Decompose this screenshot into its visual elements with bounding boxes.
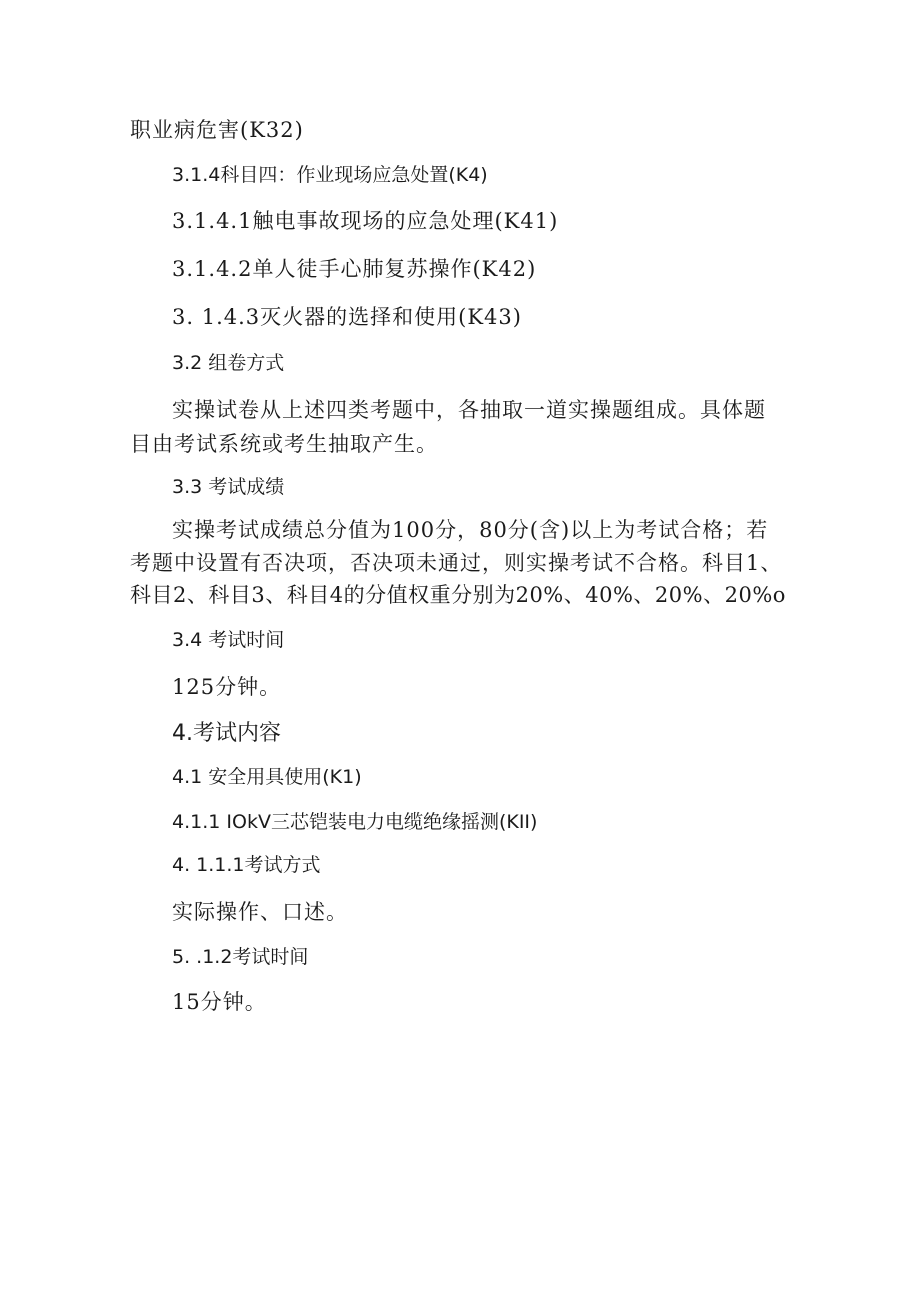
section-heading: 4.1 安全用具使用(K1) (172, 766, 362, 788)
section-heading: 3.1.4.1触电事故现场的应急处理(K41) (172, 209, 559, 233)
paragraph-line: 实操考试成绩总分值为100分，80分(含)以上为考试合格；若 (172, 518, 769, 542)
section-heading: 4.1.1 IOkV三芯铠装电力电缆绝缘摇测(KII) (172, 811, 538, 833)
section-heading: 3.2 组卷方式 (172, 352, 285, 374)
paragraph-line: 实际操作、口述。 (172, 900, 348, 924)
paragraph-line: 15分钟。 (172, 990, 267, 1014)
paragraph-line: 科目2、科目3、科目4的分值权重分别为20%、40%、20%、20%o (130, 583, 786, 607)
paragraph-line: 考题中设置有否决项，否决项未通过，则实操考试不合格。科目1、 (130, 551, 783, 575)
section-heading: 3.3 考试成绩 (172, 476, 285, 498)
text-line: 职业病危害(K32) (130, 118, 304, 142)
chapter-heading: 4.考试内容 (172, 721, 281, 746)
section-heading: 3.1.4.2单人徒手心肺复苏操作(K42) (172, 257, 537, 281)
section-heading: 3. 1.4.3灭火器的选择和使用(K43) (172, 305, 522, 329)
paragraph-line: 实操试卷从上述四类考题中，各抽取一道实操题组成。具体题 (172, 398, 766, 422)
section-heading: 3.1.4科目四：作业现场应急处置(K4) (172, 164, 488, 186)
section-heading: 3.4 考试时间 (172, 629, 285, 651)
section-heading: 5. .1.2考试时间 (172, 946, 309, 968)
section-heading: 4. 1.1.1考试方式 (172, 854, 321, 876)
paragraph-line: 目由考试系统或考生抽取产生。 (130, 432, 438, 456)
paragraph-line: 125分钟。 (172, 675, 282, 699)
